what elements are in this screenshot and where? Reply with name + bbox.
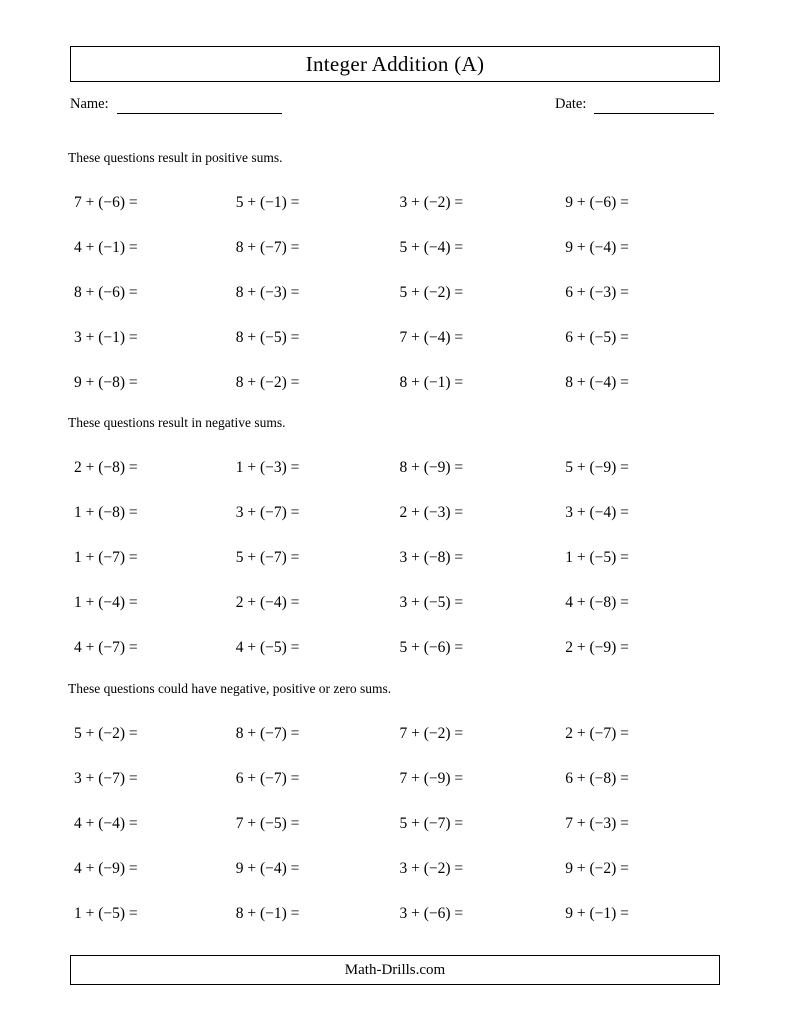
- problem-item[interactable]: [232, 490, 396, 535]
- problem-text: 8 + (−7) =: [235, 238, 300, 256]
- problem-text: 7 + (−3) =: [565, 814, 629, 832]
- problem-item[interactable]: [396, 180, 560, 225]
- problem-text: 9 + (−1) =: [565, 904, 629, 922]
- problem-text: 9 + (−4) =: [565, 238, 629, 256]
- problem-text: 2 + (−4) =: [235, 593, 300, 611]
- problem-text: 2 + (−9) =: [565, 638, 629, 656]
- problem-item[interactable]: [232, 846, 396, 891]
- problem-text: 3 + (−1) =: [74, 328, 138, 346]
- problem-item[interactable]: [396, 490, 560, 535]
- problem-item[interactable]: [68, 445, 232, 490]
- problem-item[interactable]: [68, 225, 232, 270]
- problem-text: 8 + (−6) =: [74, 283, 138, 301]
- problem-text: 8 + (−2) =: [235, 373, 300, 391]
- problem-item[interactable]: [396, 535, 560, 580]
- problem-text: 2 + (−3) =: [399, 503, 464, 521]
- date-label: Date:: [555, 96, 587, 112]
- problem-item[interactable]: [232, 891, 396, 936]
- problem-item[interactable]: [68, 891, 232, 936]
- problem-text: 6 + (−8) =: [565, 769, 629, 787]
- problem-item[interactable]: [396, 625, 560, 670]
- problem-text: 8 + (−1) =: [235, 904, 300, 922]
- problem-text: 6 + (−5) =: [565, 328, 629, 346]
- problem-text: 2 + (−7) =: [565, 724, 629, 742]
- problem-item[interactable]: [559, 711, 723, 756]
- problem-text: 8 + (−3) =: [235, 283, 300, 301]
- problem-item[interactable]: [68, 535, 232, 580]
- problem-item[interactable]: [559, 360, 723, 405]
- problem-text: 9 + (−6) =: [565, 193, 629, 211]
- problem-item[interactable]: [68, 270, 232, 315]
- problem-text: 2 + (−8) =: [74, 458, 138, 476]
- problem-text: 5 + (−2) =: [399, 283, 464, 301]
- problem-item[interactable]: [396, 270, 560, 315]
- problem-item[interactable]: [559, 490, 723, 535]
- name-date-row: [70, 96, 720, 124]
- name-field[interactable]: [70, 96, 282, 114]
- worksheet-title-box: [70, 46, 720, 82]
- problem-text: 5 + (−7) =: [399, 814, 464, 832]
- problem-text: 1 + (−5) =: [565, 548, 629, 566]
- problem-text: 4 + (−5) =: [235, 638, 300, 656]
- problem-item[interactable]: [559, 180, 723, 225]
- problem-text: 4 + (−7) =: [74, 638, 138, 656]
- problem-item[interactable]: [232, 180, 396, 225]
- problem-item[interactable]: [232, 711, 396, 756]
- problem-text: 8 + (−4) =: [565, 373, 629, 391]
- problem-item[interactable]: [232, 625, 396, 670]
- problem-text: 9 + (−2) =: [565, 859, 629, 877]
- problem-item[interactable]: [232, 360, 396, 405]
- problem-text: 5 + (−4) =: [399, 238, 464, 256]
- problem-grid: [68, 711, 723, 936]
- problem-text: 7 + (−5) =: [235, 814, 300, 832]
- problem-item[interactable]: [396, 756, 560, 801]
- section-positive-sums: [68, 150, 723, 405]
- problem-item[interactable]: [68, 711, 232, 756]
- problem-text: 5 + (−2) =: [74, 724, 138, 742]
- problem-text: 1 + (−4) =: [74, 593, 138, 611]
- problem-item[interactable]: [396, 580, 560, 625]
- problem-item[interactable]: [396, 315, 560, 360]
- date-field[interactable]: [555, 96, 714, 114]
- problem-text: 4 + (−1) =: [74, 238, 138, 256]
- problem-item[interactable]: [559, 445, 723, 490]
- problem-text: 8 + (−1) =: [399, 373, 464, 391]
- section-heading: These questions result in negative sums.: [68, 415, 286, 430]
- problem-text: 5 + (−7) =: [235, 548, 300, 566]
- problem-text: 3 + (−2) =: [399, 193, 464, 211]
- problem-text: 3 + (−6) =: [399, 904, 464, 922]
- problem-item[interactable]: [396, 225, 560, 270]
- problem-text: 7 + (−4) =: [399, 328, 464, 346]
- problem-text: 1 + (−7) =: [74, 548, 138, 566]
- problem-item[interactable]: [68, 315, 232, 360]
- problem-item[interactable]: [396, 801, 560, 846]
- problem-text: 5 + (−6) =: [399, 638, 464, 656]
- problem-item[interactable]: [559, 756, 723, 801]
- problem-text: 1 + (−5) =: [74, 904, 138, 922]
- problem-text: 7 + (−9) =: [399, 769, 464, 787]
- page-title: Integer Addition (A): [305, 51, 485, 76]
- problem-item[interactable]: [232, 445, 396, 490]
- problem-item[interactable]: [396, 445, 560, 490]
- problem-text: 3 + (−5) =: [399, 593, 464, 611]
- problem-text: 1 + (−8) =: [74, 503, 138, 521]
- problem-text: 1 + (−3) =: [235, 458, 300, 476]
- problem-grid: [68, 180, 723, 405]
- problem-text: 9 + (−8) =: [74, 373, 138, 391]
- problem-item[interactable]: [232, 756, 396, 801]
- problem-item[interactable]: [68, 846, 232, 891]
- footer-attribution[interactable]: Math-Drills.com: [344, 961, 446, 978]
- problem-item[interactable]: [232, 801, 396, 846]
- problem-text: 7 + (−6) =: [74, 193, 138, 211]
- problem-item[interactable]: [396, 711, 560, 756]
- problem-text: 4 + (−8) =: [565, 593, 629, 611]
- section-heading: These questions could have negative, positive or zero sums.: [68, 681, 392, 696]
- problem-item[interactable]: [559, 270, 723, 315]
- section-negative-sums: [68, 415, 723, 670]
- name-input-line[interactable]: [117, 96, 282, 114]
- problem-text: 5 + (−9) =: [565, 458, 629, 476]
- problem-item[interactable]: [68, 580, 232, 625]
- problem-text: 7 + (−2) =: [399, 724, 464, 742]
- problem-item[interactable]: [232, 225, 396, 270]
- problem-text: 3 + (−7) =: [74, 769, 138, 787]
- date-input-line[interactable]: [594, 96, 714, 114]
- section-mixed-sums: [68, 681, 723, 936]
- problem-item[interactable]: [396, 360, 560, 405]
- problem-item[interactable]: [68, 360, 232, 405]
- problem-text: 4 + (−9) =: [74, 859, 138, 877]
- worksheet-footer-box: [70, 955, 720, 985]
- problem-text: 3 + (−4) =: [565, 503, 629, 521]
- problem-text: 8 + (−5) =: [235, 328, 300, 346]
- problem-item[interactable]: [68, 180, 232, 225]
- problem-item[interactable]: [68, 801, 232, 846]
- problem-grid: [68, 445, 723, 670]
- problem-item[interactable]: [559, 315, 723, 360]
- name-label: Name:: [70, 96, 109, 112]
- problem-item[interactable]: [68, 756, 232, 801]
- problem-item[interactable]: [396, 846, 560, 891]
- problem-item[interactable]: [559, 580, 723, 625]
- problem-text: 3 + (−7) =: [235, 503, 300, 521]
- problem-item[interactable]: [232, 315, 396, 360]
- problem-text: 5 + (−1) =: [235, 193, 300, 211]
- problem-item[interactable]: [232, 535, 396, 580]
- problem-text: 9 + (−4) =: [235, 859, 300, 877]
- problem-text: 3 + (−2) =: [399, 859, 464, 877]
- problem-item[interactable]: [559, 625, 723, 670]
- problem-text: 4 + (−4) =: [74, 814, 138, 832]
- section-heading: These questions result in positive sums.: [68, 150, 283, 165]
- problem-item[interactable]: [396, 891, 560, 936]
- problem-item[interactable]: [559, 891, 723, 936]
- problem-item[interactable]: [68, 625, 232, 670]
- problem-item[interactable]: [68, 490, 232, 535]
- problem-item[interactable]: [559, 535, 723, 580]
- problem-text: 8 + (−9) =: [399, 458, 464, 476]
- problem-text: 6 + (−3) =: [565, 283, 629, 301]
- problem-item[interactable]: [559, 225, 723, 270]
- problem-item[interactable]: [559, 801, 723, 846]
- problem-item[interactable]: [232, 270, 396, 315]
- problem-item[interactable]: [232, 580, 396, 625]
- problem-text: 3 + (−8) =: [399, 548, 464, 566]
- problem-item[interactable]: [559, 846, 723, 891]
- problem-text: 8 + (−7) =: [235, 724, 300, 742]
- problem-text: 6 + (−7) =: [235, 769, 300, 787]
